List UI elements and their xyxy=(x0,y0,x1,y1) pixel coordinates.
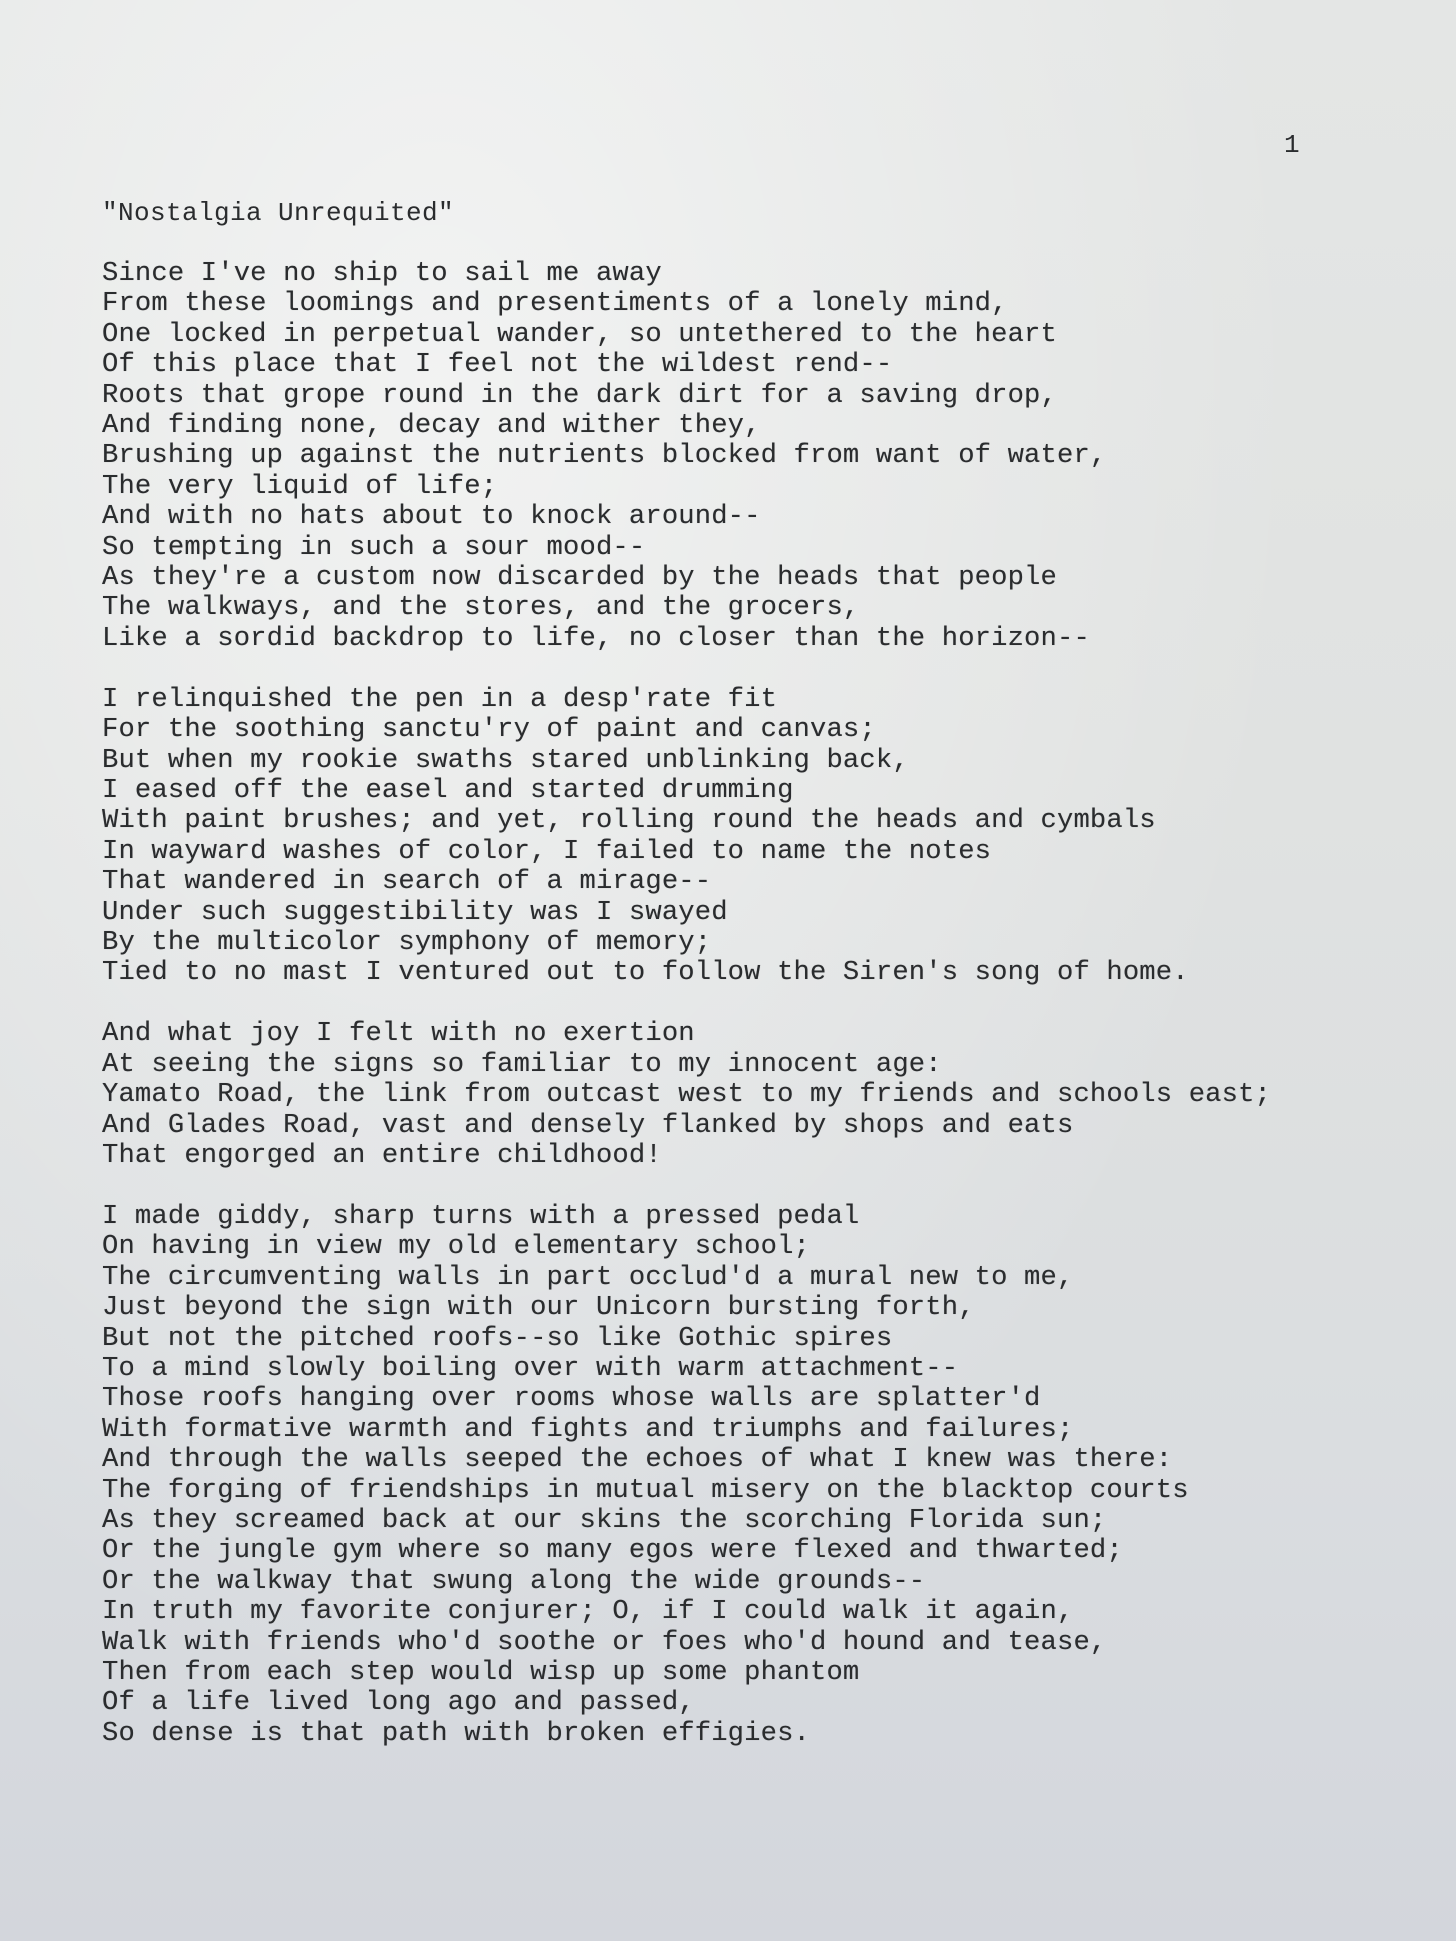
poem-line: And finding none, decay and wither they, xyxy=(102,410,761,442)
poem-line: The circumventing walls in part occlud'd a mural new to me, xyxy=(102,1261,1074,1293)
poem-line: That wandered in search of a mirage-- xyxy=(102,866,712,898)
poem-line: With paint brushes; and yet, rolling round the heads and cymbals xyxy=(102,805,1156,837)
poem xyxy=(102,198,1442,1749)
poem-line: Brushing up against the nutrients blocked from want of water, xyxy=(102,440,1107,472)
poem-body xyxy=(102,259,1442,1749)
poem-line: I eased off the easel and started drumming xyxy=(102,775,794,806)
poem-line: At seeing the signs so familiar to my innocent age: xyxy=(102,1048,942,1080)
poem-line: Like a sordid backdrop to life, no closer than the horizon-- xyxy=(102,622,1090,654)
poem-line: So tempting in such a sour mood-- xyxy=(102,531,646,563)
stanza xyxy=(102,685,1442,989)
poem-line: And what joy I felt with no exertion xyxy=(102,1018,695,1050)
poem-line: Tied to no mast I ventured out to follow the Siren's song of home. xyxy=(102,957,1189,989)
poem-line: The forging of friendships in mutual misery on the blacktop courts xyxy=(102,1474,1189,1506)
poem-line: Of this place that I feel not the wildest rend-- xyxy=(102,349,893,381)
poem-line: Just beyond the sign with our Unicorn bursting forth, xyxy=(102,1292,975,1324)
poem-line: With formative warmth and fights and triumphs and failures; xyxy=(102,1413,1074,1445)
poem-line: Yamato Road, the link from outcast west to my friends and schools east; xyxy=(102,1079,1272,1111)
poem-line: That engorged an entire childhood! xyxy=(102,1139,662,1171)
poem-line: In wayward washes of color, I failed to name the notes xyxy=(102,835,992,867)
poem-line: For the soothing sanctu'ry of paint and canvas; xyxy=(102,714,876,746)
poem-line: From these loomings and presentiments of a lonely mind, xyxy=(102,288,1008,320)
poem-line: As they screamed back at our skins the scorching Florida sun; xyxy=(102,1504,1107,1536)
poem-line: The walkways, and the stores, and the grocers, xyxy=(102,592,860,624)
poem-line: To a mind slowly boiling over with warm attachment-- xyxy=(102,1352,959,1384)
poem-title: "Nostalgia Unrequited" xyxy=(102,198,455,228)
poem-line: And through the walls seeped the echoes of what I knew was there: xyxy=(102,1444,1173,1476)
poem-line: Under such suggestibility was I swayed xyxy=(102,896,728,928)
poem-line: I made giddy, sharp turns with a pressed pedal xyxy=(102,1200,860,1232)
stanza xyxy=(102,1019,1442,1171)
stanza xyxy=(102,259,1442,654)
poem-line: Roots that grope round in the dark dirt for a saving drop, xyxy=(102,379,1057,411)
poem-line: As they're a custom now discarded by the heads that people xyxy=(102,562,1057,594)
poem-line: On having in view my old elementary school; xyxy=(102,1231,811,1263)
poem-line: And with no hats about to knock around-- xyxy=(102,501,761,533)
poem-line: Or the walkway that swung along the wide grounds-- xyxy=(102,1565,926,1597)
poem-line: In truth my favorite conjurer; O, if I could walk it again, xyxy=(102,1596,1074,1628)
poem-line: I relinquished the pen in a desp'rate fit xyxy=(102,683,778,715)
poem-line: Those roofs hanging over rooms whose walls are splatter'd xyxy=(102,1383,1041,1415)
poem-line: By the multicolor symphony of memory; xyxy=(102,927,712,959)
poem-line: And Glades Road, vast and densely flanked by shops and eats xyxy=(102,1109,1074,1141)
poem-line: But when my rookie swaths stared unblinking back, xyxy=(102,744,909,776)
poem-line: Of a life lived long ago and passed, xyxy=(102,1687,695,1719)
poem-line: The very liquid of life; xyxy=(102,470,498,502)
poem-line: Walk with friends who'd soothe or foes who'd hound and tease, xyxy=(102,1626,1107,1658)
poem-line: Since I've no ship to sail me away xyxy=(102,258,662,289)
poem-line: One locked in perpetual wander, so untethered to the heart xyxy=(102,318,1057,350)
poem-line: So dense is that path with broken effigies. xyxy=(102,1717,811,1749)
poem-line: Or the jungle gym where so many egos were flexed and thwarted; xyxy=(102,1535,1123,1567)
poem-line: Then from each step would wisp up some phantom xyxy=(102,1656,860,1688)
page-number: 1 xyxy=(1284,130,1300,160)
stanza xyxy=(102,1202,1442,1749)
poem-line: But not the pitched roofs--so like Gothic spires xyxy=(102,1322,893,1354)
